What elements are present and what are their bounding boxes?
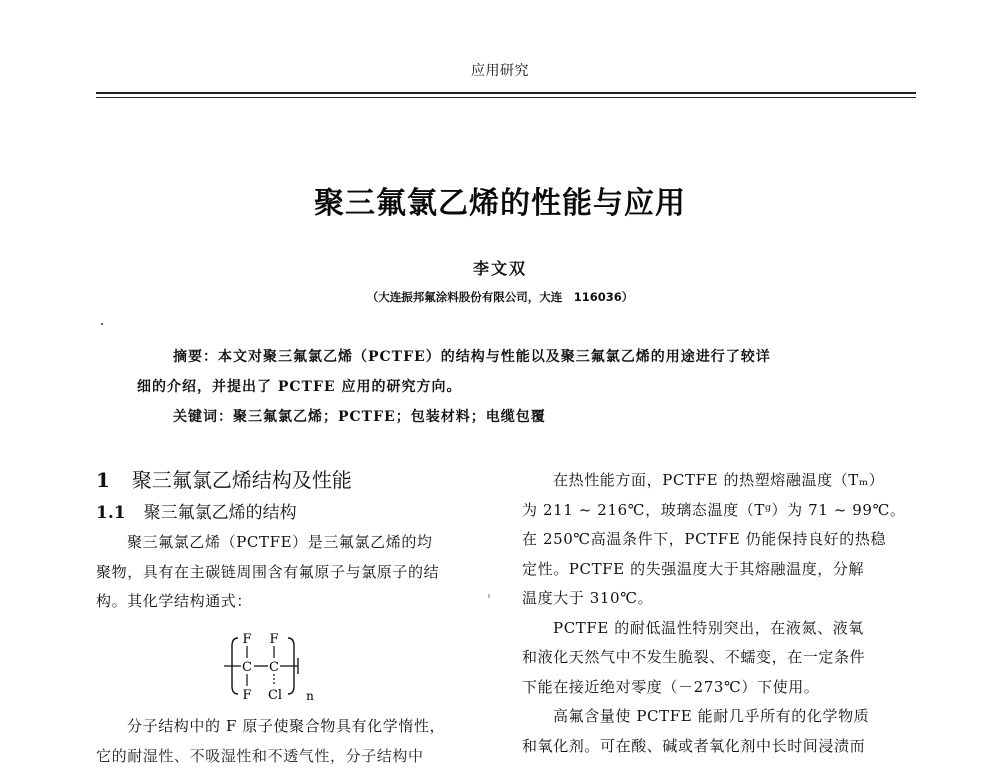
paragraph-line: 为 211 ~ 216℃，玻璃态温度（Tᵍ）为 71 ~ 99℃。 <box>522 496 922 526</box>
section-title: 聚三氟氯乙烯结构及性能 <box>132 468 352 492</box>
article-author: 李文双 <box>0 256 1000 279</box>
atom-f: F <box>269 632 278 647</box>
paragraph-line: 聚物，具有在主碳链周围含有氟原子与氯原子的结 <box>96 558 496 588</box>
paragraph-line: 和液化天然气中不发生脆裂、不蠕变，在一定条件 <box>522 643 922 673</box>
repeat-subscript-n: n <box>306 689 314 703</box>
paragraph-line: 在 250℃高温条件下，PCTFE 仍能保持良好的热稳 <box>522 525 922 555</box>
atom-c: C <box>269 660 279 675</box>
chemical-structure-formula <box>222 628 332 704</box>
abstract-line-2: 细的介绍，并提出了 PCTFE 应用的研究方向。 <box>137 376 461 396</box>
atom-f: F <box>242 688 251 703</box>
paragraph-line: 下能在接近绝对零度（－273℃）下使用。 <box>522 673 922 703</box>
paragraph-line: 温度大于 310℃。 <box>522 584 922 614</box>
paragraph-line: 聚三氟氯乙烯（PCTFE）是三氟氯乙烯的均 <box>96 528 496 558</box>
right-column <box>522 466 922 761</box>
paragraph-line: 在热性能方面，PCTFE 的热塑熔融温度（Tₘ） <box>522 466 922 496</box>
paragraph-line: 和氧化剂。可在酸、碱或者氧化剂中长时间浸渍而 <box>522 732 922 762</box>
scan-speck <box>488 594 490 598</box>
subsection-heading-1-1 <box>96 498 496 528</box>
author-affiliation: （大连振邦氟涂料股份有限公司，大连 116036） <box>0 289 1000 305</box>
pctfe-repeat-unit-diagram <box>222 628 332 704</box>
article-title: 聚三氟氯乙烯的性能与应用 <box>0 178 1000 222</box>
header-double-rule <box>96 92 916 98</box>
atom-c: C <box>242 660 252 675</box>
abstract-line-1: 摘要：本文对聚三氟氯乙烯（PCTFE）的结构与性能以及聚三氟氯乙烯的用途进行了较详 <box>173 346 771 366</box>
section-heading-1 <box>96 466 496 498</box>
subsection-number: 1.1 <box>96 503 126 523</box>
running-header: 应用研究 <box>0 60 1000 80</box>
section-number: 1 <box>96 468 110 492</box>
paragraph-line: 构。其化学结构通式： <box>96 587 496 617</box>
paragraph-line: PCTFE 的耐低温性特别突出，在液氮、液氧 <box>522 614 922 644</box>
paragraph-line: 高氟含量使 PCTFE 能耐几乎所有的化学物质 <box>522 702 922 732</box>
keywords-line: 关键词：聚三氟氯乙烯；PCTFE；包装材料；电缆包覆 <box>173 406 546 426</box>
subsection-title: 聚三氟氯乙烯的结构 <box>144 503 297 523</box>
paragraph-line: 分子结构中的 F 原子使聚合物具有化学惰性， <box>96 712 496 742</box>
left-column-continued <box>96 712 496 771</box>
atom-cl: Cl <box>268 688 282 703</box>
paragraph-line-cut-off: 它的耐湿性、不吸湿性和不透气性，分子结构中 <box>96 742 496 771</box>
left-column <box>96 466 496 617</box>
scan-speck <box>101 323 103 325</box>
paragraph-line: 定性。PCTFE 的失强温度大于其熔融温度，分解 <box>522 555 922 585</box>
atom-f: F <box>242 632 251 647</box>
